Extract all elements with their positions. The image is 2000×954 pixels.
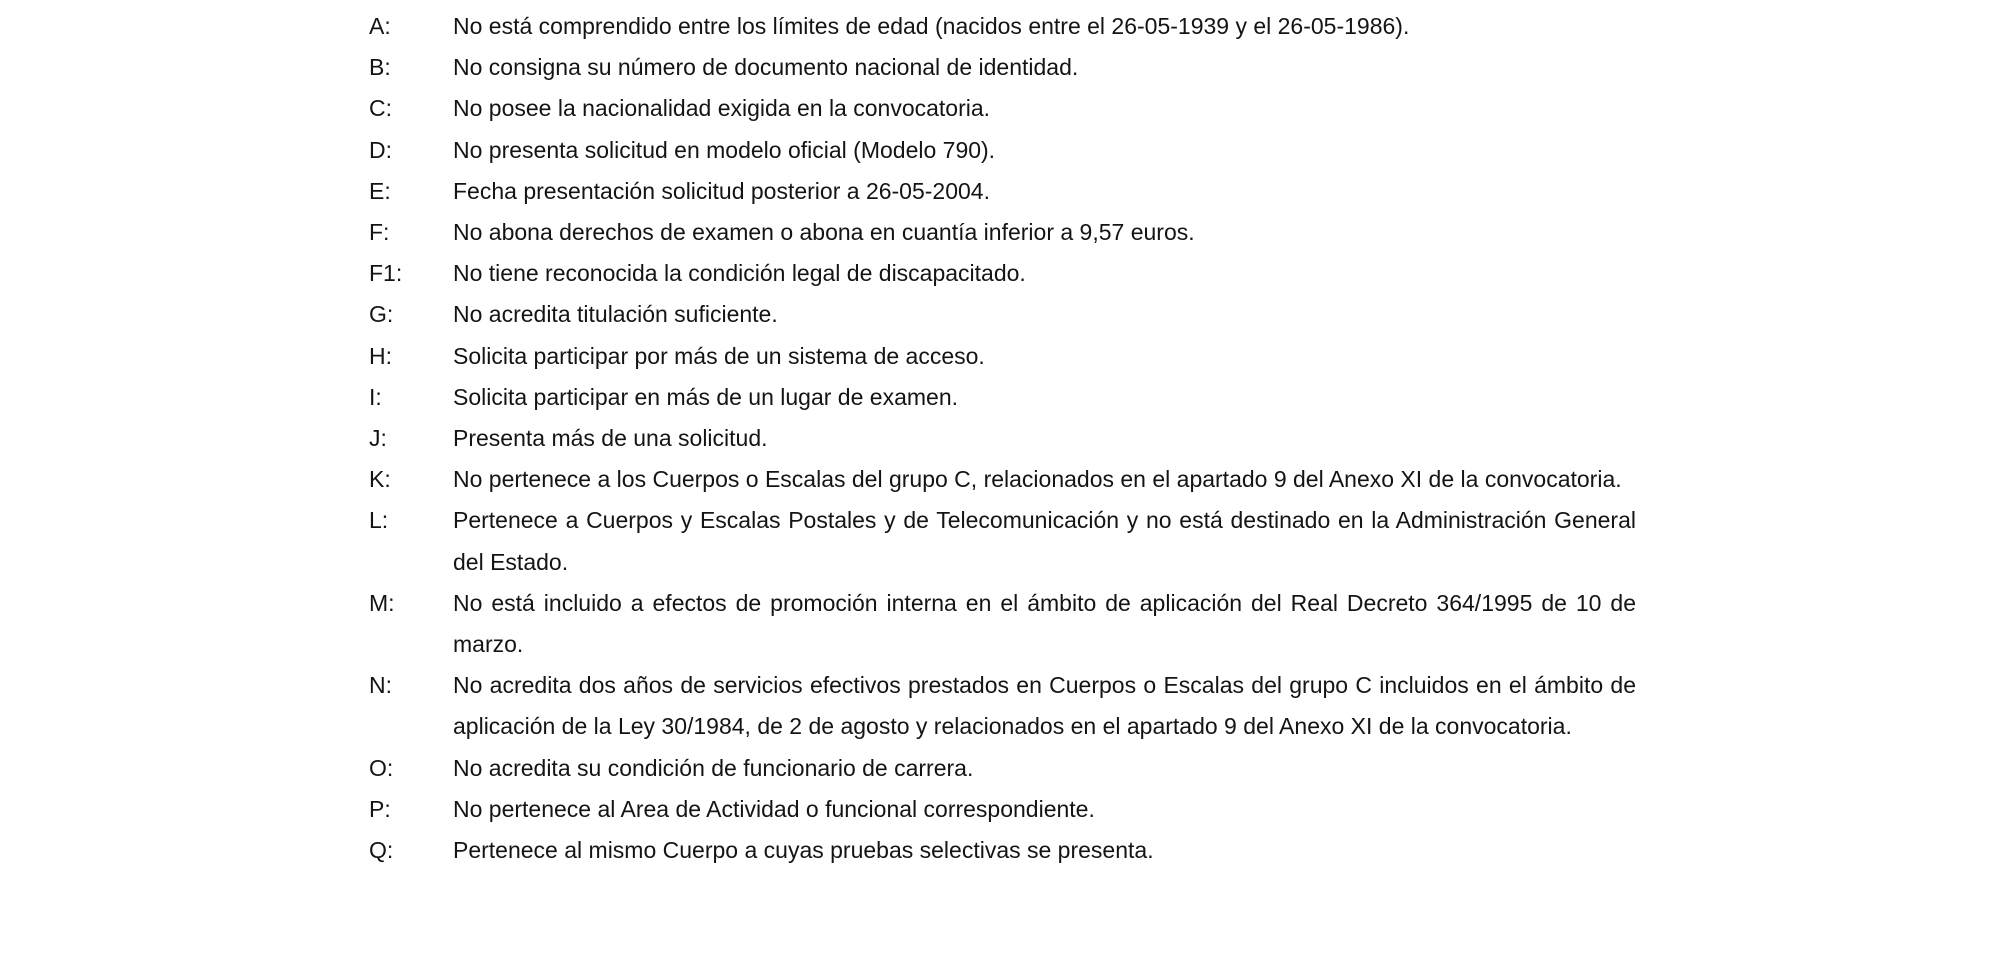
- entry-text: No consigna su número de documento nacional de identidad.: [453, 54, 1079, 81]
- list-item-c: [369, 88, 1636, 129]
- entry-text: No abona derechos de examen o abona en cuantía inferior a 9,57 euros.: [453, 219, 1195, 246]
- list-item-f1: [369, 253, 1636, 294]
- entry-text: Pertenece al mismo Cuerpo a cuyas pruebas selectivas se presenta.: [453, 837, 1154, 864]
- entry-code: H:: [369, 342, 392, 369]
- entry-code: L:: [369, 507, 389, 534]
- entry-text: Fecha presentación solicitud posterior a 26-05-2004.: [453, 177, 990, 204]
- list-item-i: [369, 377, 1636, 418]
- entry-text: Solicita participar por más de un sistema de acceso.: [453, 342, 985, 369]
- list-item-d: [369, 130, 1636, 171]
- list-item-o: [369, 748, 1636, 789]
- entry-text: No acredita su condición de funcionario de carrera.: [453, 754, 974, 781]
- list-item-e: [369, 171, 1636, 212]
- list-item-q: [369, 830, 1636, 871]
- list-item-a: [369, 6, 1636, 47]
- entry-text: No acredita titulación suficiente.: [453, 301, 778, 328]
- entry-text: No tiene reconocida la condición legal de discapacitado.: [453, 260, 1026, 287]
- entry-code: E:: [369, 177, 391, 204]
- entry-code: N:: [369, 672, 392, 699]
- entry-code: K:: [369, 466, 391, 493]
- entry-code: C:: [369, 95, 392, 122]
- entry-code: F:: [369, 219, 390, 246]
- entry-code: Q:: [369, 837, 394, 864]
- entry-code: G:: [369, 301, 394, 328]
- list-item-b: [369, 47, 1636, 88]
- list-item-f: [369, 212, 1636, 253]
- entry-text: No está comprendido entre los límites de edad (nacidos entre el 26-05-1939 y el 26-05-1986).: [453, 13, 1410, 39]
- entry-text: Pertenece a Cuerpos y Escalas Postales y de Telecomunicación y no está destinado en la Administración General del Estado.: [453, 507, 1636, 575]
- list-item-m: [369, 583, 1636, 665]
- list-item-k: [369, 459, 1636, 500]
- entry-code: I:: [369, 383, 382, 410]
- entry-code: O:: [369, 754, 394, 781]
- list-item-j: [369, 418, 1636, 459]
- entry-code: B:: [369, 54, 391, 81]
- entry-code: D:: [369, 136, 392, 163]
- exclusion-causes-list: [369, 6, 1636, 871]
- entry-code: P:: [369, 795, 391, 822]
- list-item-n: [369, 665, 1636, 747]
- entry-text: No acredita dos años de servicios efectivos prestados en Cuerpos o Escalas del grupo C incluidos en el ámbito de aplicación de la Ley 30/1984, de 2 de agosto y relacionados en el apartado 9 del Anexo XI de la convocatoria.: [453, 672, 1636, 740]
- list-item-h: [369, 336, 1636, 377]
- list-item-g: [369, 294, 1636, 335]
- entry-text: Presenta más de una solicitud.: [453, 425, 768, 452]
- entry-text: No presenta solicitud en modelo oficial (Modelo 790).: [453, 136, 996, 163]
- entry-text: No está incluido a efectos de promoción interna en el ámbito de aplicación del Real Decreto 364/1995 de 10 de marzo.: [453, 589, 1636, 658]
- entry-code: F1:: [369, 260, 403, 287]
- entry-text: No pertenece al Area de Actividad o funcional correspondiente.: [453, 795, 1095, 822]
- entry-code: A:: [369, 13, 391, 39]
- list-item-p: [369, 789, 1636, 830]
- entry-code: J:: [369, 425, 387, 452]
- list-item-l: [369, 500, 1636, 582]
- entry-text: No posee la nacionalidad exigida en la convocatoria.: [453, 95, 991, 122]
- entry-text: Solicita participar en más de un lugar de examen.: [453, 383, 959, 410]
- entry-text: No pertenece a los Cuerpos o Escalas del grupo C, relacionados en el apartado 9 del Anexo XI de la convocatoria.: [453, 466, 1622, 493]
- entry-code: M:: [369, 589, 395, 616]
